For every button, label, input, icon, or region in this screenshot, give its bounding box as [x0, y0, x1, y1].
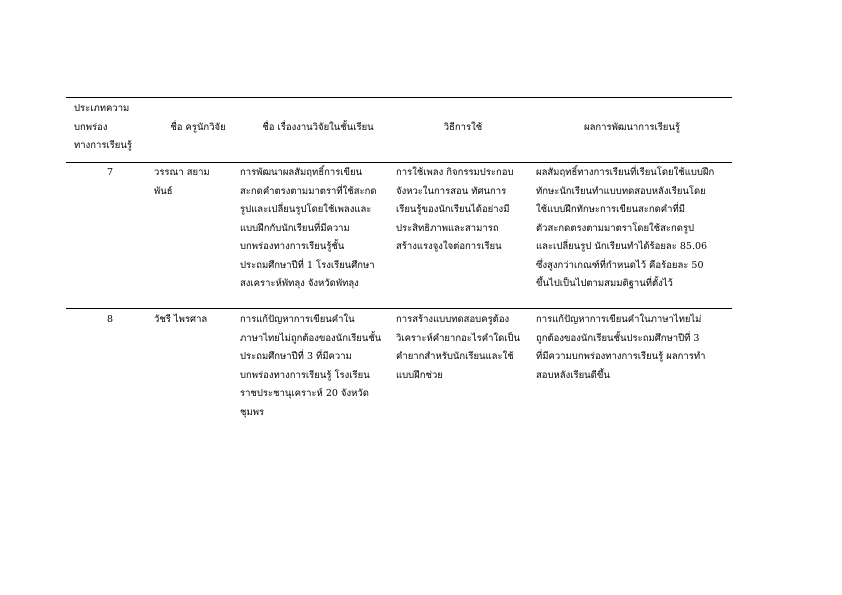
research-title: การแก้ปัญหาการเขียนคำใน ภาษาไทยไม่ถูกต้องของนักเรียนชั้น ประถมศึกษาปีที่ 3 ที่มีความ บกพร่องทางการเรียนรู้ โรงเรียน ราชประชานุเคราะห์ 20 จังหวัด ชุมพร	[240, 314, 382, 418]
header-researcher: ชื่อ ครูนักวิจัย	[170, 122, 226, 133]
researcher-name: วัชรี ไพรศาล	[154, 314, 208, 325]
row-divider	[66, 308, 732, 309]
table-top-rule	[66, 97, 732, 98]
row-number: 7	[106, 167, 114, 178]
row-number: 8	[106, 314, 114, 325]
method-text: การใช้เพลง กิจกรรมประกอบ จังหวะในการสอน ทัศนการ เรียนรู้ของนักเรียนได้อย่างมี ประสิทธิภาพและสามารถ สร้างแรงจูงใจต่อการเรียน	[396, 167, 514, 252]
header-learning-result: ผลการพัฒนาการเรียนรู้	[584, 122, 680, 133]
research-title: การพัฒนาผลสัมฤทธิ์การเขียน สะกดคำตรงตามมาตราที่ใช้สะกด รูปและเปลี่ยนรูปโดยใช้เพลงและ แบบฝึกกับนักเรียนที่มีความ บกพร่องทางการเรียนรู้ชั้น ประถมศึกษาปีที่ 1 โรงเรียนศึกษา สงเคราะห์พัทลุง จังหวัดพัทลุง	[240, 167, 377, 289]
header-method: วิธีการใช้	[443, 122, 483, 133]
header-research-title: ชื่อ เรื่องงานวิจัยในชั้นเรียน	[262, 122, 374, 133]
result-text: ผลสัมฤทธิ์ทางการเรียนที่เรียนโดยใช้แบบฝึก ทักษะนักเรียนทำแบบทดสอบหลังเรียนโดย ใช้แบบฝึกทักษะการเขียนสะกดคำที่มี ตัวสะกดตรงตามมาตราโดยใช้สะกดรูป และเปลี่ยนรูป นักเรียนทำได้ร้อยละ 85.06 ซึ่งสูงกว่าเกณฑ์ที่กำหนดไว้ คือร้อยละ 50 ขึ้นไปเป็นไปตามสมมติฐานที่ตั้งไว้	[536, 167, 715, 289]
header-bottom-rule	[66, 162, 732, 163]
header-learning-disability-type: ประเภทความ บกพร่อง ทางการเรียนรู้	[74, 103, 132, 151]
method-text: การสร้างแบบทดสอบครูต้อง วิเคราะห์คำยากอะไรคำใดเป็น คำยากสำหรับนักเรียนและใช้ แบบฝึกช่วย	[396, 314, 521, 381]
result-text: การแก้ปัญหาการเขียนคำในภาษาไทยไม่ ถูกต้องของนักเรียนชั้นประถมศึกษาปีที่ 3 ที่มีความบกพร่องทางการเรียนรู้ ผลการทำ สอบหลังเรียนดีขึ้น	[536, 314, 706, 381]
researcher-name: วรรณา สยาม พันธ์	[154, 167, 210, 197]
